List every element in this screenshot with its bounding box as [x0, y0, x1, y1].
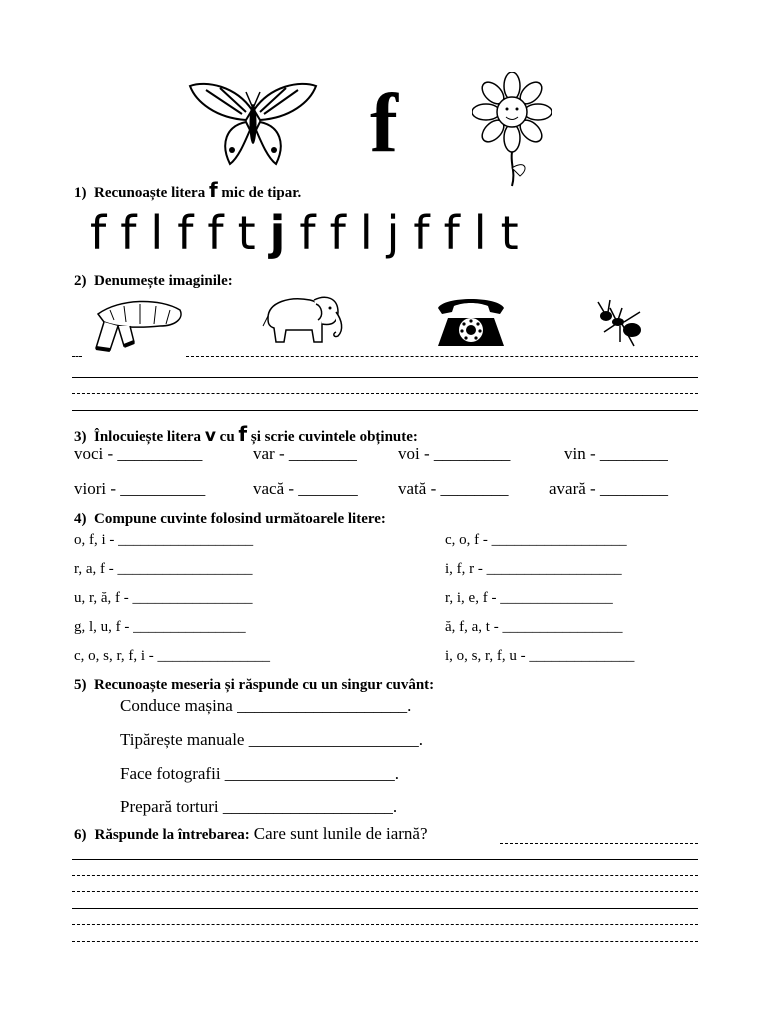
q4-heading: 4) Compune cuvinte folosind următoarele litere: — [74, 511, 386, 527]
letter-f[interactable]: f — [329, 206, 346, 260]
writing-line[interactable] — [72, 859, 698, 860]
q3-item[interactable]: vată - ________ — [398, 479, 509, 498]
q5-item[interactable]: Prepară torturi ____________________. — [120, 797, 398, 816]
q4-item[interactable]: c, o, s, r, f, i - _______________ — [74, 648, 271, 664]
q4-item[interactable]: r, i, e, f - _______________ — [445, 590, 613, 606]
writing-line[interactable] — [72, 875, 698, 876]
writing-line[interactable] — [72, 356, 82, 357]
flower-image — [472, 72, 552, 188]
butterfly-image — [186, 80, 320, 170]
letter-f[interactable]: f — [413, 206, 430, 260]
letter-t[interactable]: t — [237, 206, 256, 260]
writing-line[interactable] — [72, 891, 698, 892]
scarf-image — [90, 292, 186, 356]
letter-row — [90, 206, 519, 260]
q4-item[interactable]: i, o, s, r, f, u - ______________ — [445, 648, 635, 664]
telephone-image — [434, 294, 508, 352]
q3-item[interactable]: voci - __________ — [74, 444, 203, 463]
q3-item[interactable]: vacă - _______ — [253, 479, 358, 498]
letter-f[interactable]: f — [90, 206, 107, 260]
writing-line[interactable] — [72, 393, 698, 394]
letter-f[interactable]: f — [299, 206, 316, 260]
letter-f[interactable]: f — [207, 206, 224, 260]
q3-item[interactable]: avară - ________ — [549, 479, 668, 498]
letter-f[interactable]: f — [177, 206, 194, 260]
q1-heading: 1) Recunoaște litera f mic de tipar. — [74, 178, 302, 202]
letter-l[interactable]: l — [473, 206, 487, 260]
writing-line[interactable] — [72, 377, 698, 378]
writing-line[interactable] — [500, 843, 698, 844]
writing-line[interactable] — [72, 924, 698, 925]
q4-item[interactable]: u, r, ă, f - ________________ — [74, 590, 253, 606]
q4-item[interactable]: o, f, i - __________________ — [74, 532, 254, 548]
letter-j[interactable]: j — [269, 206, 286, 260]
q3-item[interactable]: viori - __________ — [74, 479, 206, 498]
q5-heading: 5) Recunoaște meseria și răspunde cu un singur cuvânt: — [74, 677, 435, 693]
q4-item[interactable]: i, f, r - __________________ — [445, 561, 622, 577]
elephant-image — [262, 290, 348, 352]
ant-image — [594, 298, 644, 352]
letter-f[interactable]: f — [120, 206, 137, 260]
q3-item[interactable]: vin - ________ — [564, 444, 668, 463]
q4-item[interactable]: ă, f, a, t - ________________ — [445, 619, 623, 635]
q6-heading: 6) Răspunde la întrebarea: Care sunt lunile de iarnă? — [74, 824, 428, 843]
q2-heading: 2) Denumește imaginile: — [74, 273, 233, 289]
letter-l[interactable]: l — [359, 206, 373, 260]
q5-item[interactable]: Conduce mașina ____________________. — [120, 696, 412, 715]
letter-j[interactable]: j — [386, 206, 400, 260]
big-letter-f: f — [370, 77, 398, 170]
letter-t[interactable]: t — [500, 206, 519, 260]
q3-item[interactable]: voi - _________ — [398, 444, 511, 463]
letter-f[interactable]: f — [443, 206, 460, 260]
writing-line[interactable] — [186, 356, 698, 357]
q3-heading: 3) Înlocuiește litera v cu f și scrie cuvintele obținute: — [74, 422, 418, 446]
q3-item[interactable]: var - ________ — [253, 444, 357, 463]
q5-item[interactable]: Face fotografii ____________________. — [120, 764, 400, 783]
writing-line[interactable] — [72, 908, 698, 909]
q4-item[interactable]: c, o, f - __________________ — [445, 532, 627, 548]
letter-l[interactable]: l — [150, 206, 164, 260]
writing-line[interactable] — [72, 410, 698, 411]
q5-item[interactable]: Tipărește manuale ____________________. — [120, 730, 423, 749]
q4-item[interactable]: r, a, f - __________________ — [74, 561, 253, 577]
writing-line[interactable] — [72, 941, 698, 942]
q4-item[interactable]: g, l, u, f - _______________ — [74, 619, 246, 635]
